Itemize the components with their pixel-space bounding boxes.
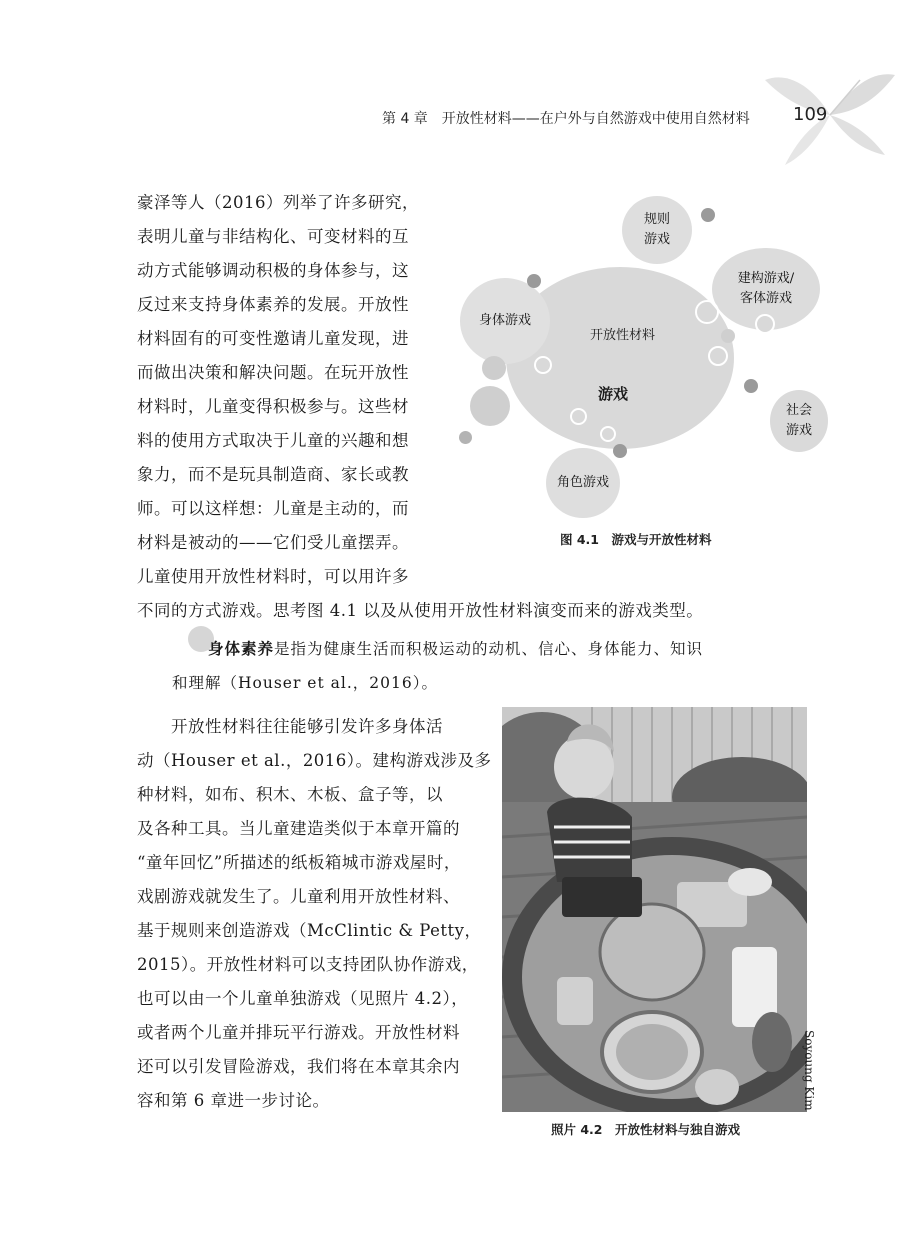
text-line: 材料固有的可变性邀请儿童发现，进 xyxy=(137,329,409,348)
text-line: 儿童使用开放性材料时，可以用许多 xyxy=(137,567,409,586)
figure-caption: 图 4.1 游戏与开放性材料 xyxy=(560,532,712,547)
definition-term: 身体素养 xyxy=(208,639,275,658)
text-line: 师。可以这样想：儿童是主动的，而 xyxy=(137,499,409,518)
text-line: 也可以由一个儿童单独游戏（见照片 4.2）， xyxy=(137,989,469,1008)
text-line: 反过来支持身体素养的发展。开放性 xyxy=(137,295,409,314)
definition-text: 是指为健康生活而积极运动的动机、信心、身体能力、知识 xyxy=(274,640,704,658)
text-line: 表明儿童与非结构化、可变材料的互 xyxy=(137,227,409,246)
text-line: 基于规则来创造游戏（McClintic & Petty， xyxy=(137,921,482,940)
medium-circle xyxy=(482,356,506,380)
paragraph-2 xyxy=(137,710,492,1118)
leaf-decoration-icon xyxy=(760,60,900,170)
text-line: 容和第 6 章进一步讨论。 xyxy=(137,1091,330,1110)
definition-line-2: 和理解（Houser et al.，2016）。 xyxy=(172,674,438,692)
small-circle xyxy=(613,444,627,458)
text-line: 豪泽等人（2016）列举了许多研究， xyxy=(137,193,419,212)
definition-block xyxy=(208,632,703,666)
photo-4-2 xyxy=(502,707,807,1112)
ring-circle xyxy=(695,300,719,324)
running-head: 第 4 章 开放性材料——在户外与自然游戏中使用自然材料 xyxy=(382,111,750,127)
text-line: “童年回忆”所描述的纸板箱城市游戏屋时， xyxy=(137,853,461,872)
text-line: 料的使用方式取决于儿童的兴趣和想 xyxy=(137,431,409,450)
ring-circle xyxy=(534,356,552,374)
text-line: 或者两个儿童并排玩平行游戏。开放性材料 xyxy=(137,1023,460,1042)
text-line: 动方式能够调动积极的身体参与，这 xyxy=(137,261,409,280)
bubble-physical: 身体游戏 xyxy=(460,278,550,364)
small-circle xyxy=(459,431,472,444)
small-circle xyxy=(721,329,735,343)
text-line: 象力，而不是玩具制造商、家长或教 xyxy=(137,465,409,484)
photo-caption: 照片 4.2 开放性材料与独自游戏 xyxy=(551,1122,740,1137)
text-line: 而做出决策和解决问题。在玩开放性 xyxy=(137,363,409,382)
center-label-top: 开放性材料 xyxy=(590,328,656,343)
center-label-main: 游戏 xyxy=(598,385,629,403)
text-line: 开放性材料往往能够引发许多身体活 xyxy=(171,717,443,736)
photo-credit: Soyoung Kim xyxy=(802,1030,816,1111)
medium-circle xyxy=(470,386,510,426)
text-line: 戏剧游戏就发生了。儿童利用开放性材料、 xyxy=(137,887,460,906)
text-line: 种材料，如布、积木、木板、盒子等，以 xyxy=(137,785,443,804)
ring-circle xyxy=(755,314,775,334)
ring-circle xyxy=(570,408,587,425)
text-line: 材料时，儿童变得积极参与。这些材 xyxy=(137,397,409,416)
small-circle xyxy=(527,274,541,288)
figure-4-1 xyxy=(450,190,830,520)
text-line: 及各种工具。当儿童建造类似于本章开篇的 xyxy=(137,819,460,838)
small-circle xyxy=(744,379,758,393)
small-circle xyxy=(701,208,715,222)
bubble-social: 社会 游戏 xyxy=(770,390,828,452)
bubble-role: 角色游戏 xyxy=(546,448,620,518)
ring-circle xyxy=(600,426,616,442)
bubble-construct: 建构游戏/ 客体游戏 xyxy=(712,248,820,330)
text-line: 材料是被动的——它们受儿童摆弄。 xyxy=(137,533,409,552)
text-line: 还可以引发冒险游戏，我们将在本章其余内 xyxy=(137,1057,460,1076)
text-line: 动（Houser et al.，2016）。建构游戏涉及多 xyxy=(137,751,492,770)
ring-circle xyxy=(708,346,728,366)
text-line: 不同的方式游戏。思考图 4.1 以及从使用开放性材料演变而来的游戏类型。 xyxy=(137,601,704,620)
text-line: 2015）。开放性材料可以支持团队协作游戏， xyxy=(137,955,479,974)
bubble-rules: 规则 游戏 xyxy=(622,196,692,264)
page-number: 109 xyxy=(793,104,828,125)
